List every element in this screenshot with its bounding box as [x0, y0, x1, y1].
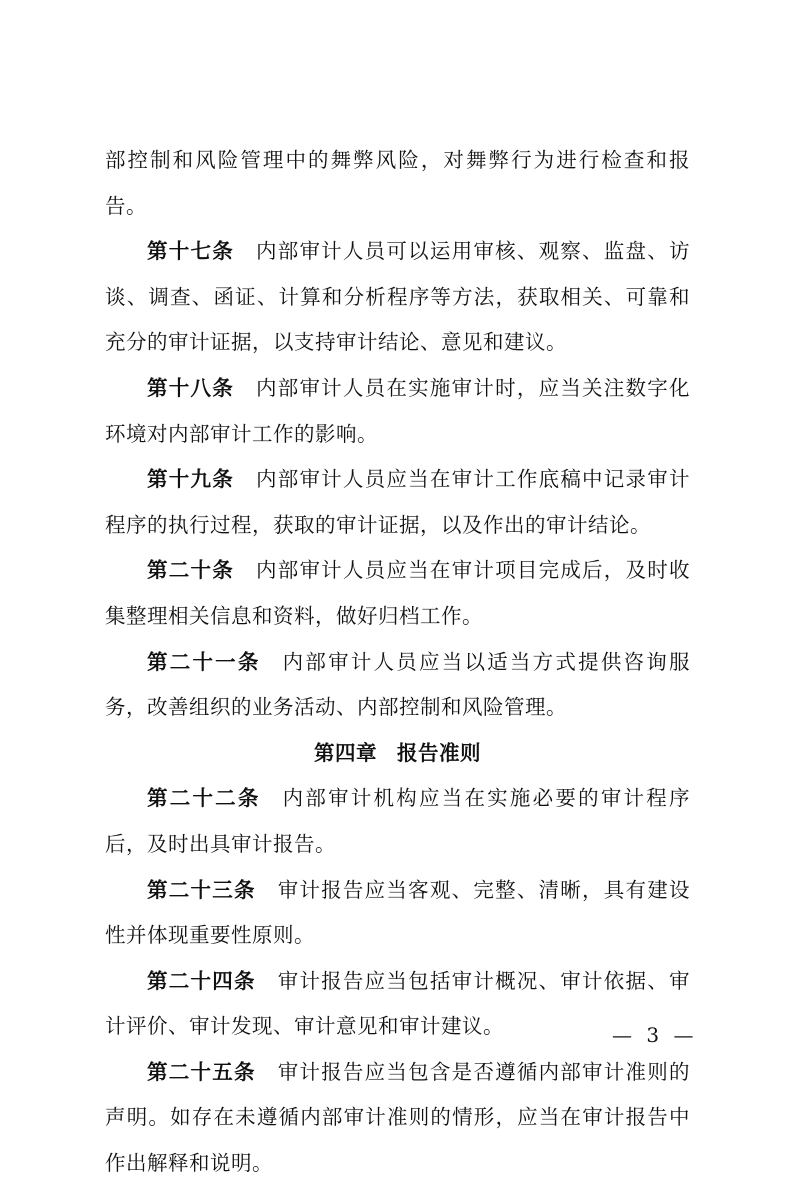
article-number: 第二十条 — [147, 558, 234, 583]
page-number: — 3 — — [612, 1023, 698, 1047]
article-17 — [105, 229, 690, 366]
article-number: 第二十二条 — [147, 786, 261, 811]
article-18 — [105, 366, 690, 457]
article-text: 审计报告应当客观、完整、清晰，具有建设性并体现重要性原则。 — [105, 877, 691, 948]
article-number: 第二十四条 — [147, 968, 256, 993]
article-text: 审计报告应当包含是否遵循内部审计准则的声明。如存在未遵循内部审计准则的情形，应当在审计报告中作出解释和说明。 — [105, 1059, 691, 1176]
chapter-number: 第四章 — [314, 740, 377, 765]
article-text: 内部审计人员应当在审计项目完成后，及时收集整理相关信息和资料，做好归档工作。 — [105, 558, 691, 628]
article-text: 内部审计人员应当在审计工作底稿中记录审计程序的执行过程，获取的审计证据，以及作出的审计结论。 — [105, 467, 691, 537]
document-body — [105, 138, 690, 1187]
article-text: 内部审计机构应当在实施必要的审计程序后，及时出具审计报告。 — [105, 786, 691, 856]
article-24 — [105, 959, 690, 1050]
article-number: 第二十一条 — [147, 649, 261, 674]
article-text: 内部审计人员在实施审计时，应当关注数字化环境对内部审计工作的影响。 — [105, 375, 691, 446]
article-text: 审计报告应当包括审计概况、审计依据、审计评价、审计发现、审计意见和审计建议。 — [105, 968, 691, 1039]
chapter-heading — [105, 731, 690, 777]
article-23 — [105, 868, 690, 959]
article-22 — [105, 776, 690, 867]
article-text: 内部审计人员应当以适当方式提供咨询服务，改善组织的业务活动、内部控制和风险管理。 — [105, 649, 691, 720]
article-number: 第十八条 — [147, 375, 234, 400]
article-20 — [105, 548, 690, 639]
article-number: 第二十三条 — [147, 877, 256, 902]
chapter-title: 报告准则 — [397, 740, 481, 765]
continuation-paragraph: 部控制和风险管理中的舞弊风险，对舞弊行为进行检查和报告。 — [105, 148, 690, 218]
article-25 — [105, 1050, 690, 1187]
article-number: 第十七条 — [147, 239, 234, 264]
article-19 — [105, 457, 690, 548]
article-number: 第二十五条 — [147, 1059, 256, 1084]
article-text: 内部审计人员可以运用审核、观察、监盘、访谈、调查、函证、计算和分析程序等方法，获取相关、可靠和充分的审计证据，以支持审计结论、意见和建议。 — [105, 239, 691, 355]
article-21 — [105, 640, 690, 731]
article-number: 第十九条 — [147, 467, 234, 492]
